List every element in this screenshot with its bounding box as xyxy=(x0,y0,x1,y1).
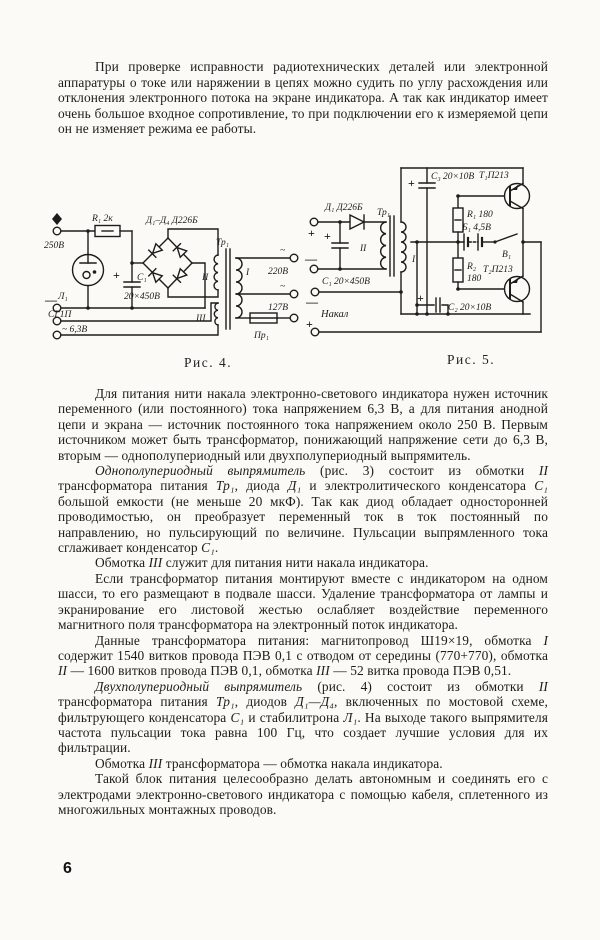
fig5-label-c3: С₃ 20×10В xyxy=(431,172,475,182)
figure-5-caption: Рис. 5. xyxy=(447,352,496,367)
fig5-label-out-minus: — xyxy=(305,252,317,266)
fig5-label-nakal-plus: + xyxy=(306,317,313,331)
intro-text-block xyxy=(58,59,548,137)
paragraph: Обмотка III служит для питания нити накала индикатора. xyxy=(95,555,429,571)
fig4-label-220v: 220В xyxy=(268,267,289,277)
figure-4-caption: Рис. 4. xyxy=(184,355,233,370)
fig5-label-r2-value: 180 xyxy=(467,274,482,284)
fig5-label-nakal-minus: — xyxy=(306,295,318,309)
fig5-label-d1: Д₁ Д226Б xyxy=(325,203,363,213)
fig5-label-tr: Тр₁ xyxy=(377,208,391,218)
paragraph: Такой блок питания целесообразно делать автономным и соединять его с электродами электронно-светового индикатора с помощью кабеля, сплетенного из многожильных монтажных проводов. xyxy=(58,771,548,817)
fig4-label-c1-plus: + xyxy=(113,268,120,282)
fig4-label-diodes: Д₁–Д₄ Д226Б xyxy=(146,216,198,226)
figure-4-schematic xyxy=(28,163,308,347)
fig5-label-c1-plus: + xyxy=(324,229,331,243)
fig4-label-tr: Тр₁ xyxy=(216,238,230,248)
fig5-label-r1: R₁ 180 xyxy=(467,210,493,220)
paragraph: Однополупериодный выпрямитель (рис. 3) состоит из обмотки II трансформатора питания Тр₁, диода Д₁ и электролитического конденсатора С₁ большой емкости (не меньше 20 мкФ). Так как диод обладает односторонней проводимостью, он преобразует переменный ток в ток постоянный по направлению, но пульсирующий по величине. Пульсации выпрямленного тока сглаживает конденсатор С₁. xyxy=(58,463,549,556)
fig5-label-switch: В₁ xyxy=(502,250,512,260)
polarity-diamond-icon xyxy=(52,213,62,225)
fig5-label-battery: Б₁ 4,5В xyxy=(462,223,491,233)
fig5-label-nakal: Накал xyxy=(321,309,349,320)
fig4-label-w2: II xyxy=(202,273,209,283)
figure-5-schematic xyxy=(298,158,590,344)
fig4-label-tilde-127: ~ xyxy=(280,282,286,292)
fig4-label-w3: III xyxy=(196,314,206,324)
paragraph: При проверке исправности радиотехнических деталей или электронной аппаратуры о токе или наряжении в цепях можно судить по углу расхождения или отклонения электронного потока на экране индикатора. А так как индикатор имеет очень большое входное сопротивление, то при подключении его к измеряемой цепи он не изменяет режима ее работы. xyxy=(58,59,548,137)
page-number: 6 xyxy=(63,860,72,877)
fig5-label-c3-plus: + xyxy=(408,176,415,190)
paragraph: Двухполупериодный выпрямитель (рис. 4) состоит из обмотки II трансформатора питания Тр₁, диодов Д₁—Д₄, включенных по мостовой схеме, фильтрующего конденсатора С₁ и стабилитрона Л₁. На выходе такого выпрямителя частота пульсации тока равна 100 Гц, что создает лучшие условия для их фильтрации. xyxy=(58,678,548,756)
body-text-block xyxy=(58,386,548,817)
fig5-label-w2: II xyxy=(360,244,367,254)
paragraph: Если трансформатор питания монтируют вместе с индикатором на одном шасси, то его размещают в подвале шасси. Удаление трансформатора от лампы и экранирование его листовой жестью ослабляет воздействие переменного магнитного поля трансформатора на электронный поток индикатора. xyxy=(58,570,548,633)
paragraph: Обмотка III трансформатора — обмотка накала индикатора. xyxy=(95,755,443,771)
fig4-label-w1: I xyxy=(246,268,250,278)
fig5-transistor-t1 xyxy=(505,184,530,209)
fig5-label-c2: С₂ 20×10В xyxy=(448,303,492,313)
fig5-label-r2: R₂ xyxy=(467,262,477,272)
fig4-label-127v: 127В xyxy=(268,303,289,313)
fig5-label-w1: I xyxy=(412,255,416,265)
fig4-label-c1-value: 20×450В xyxy=(124,292,160,302)
fig5-label-t1: Т₁П213 xyxy=(479,171,509,181)
fig4-label-250v: 250В xyxy=(44,241,65,251)
fig4-label-tube-type: СГ1П xyxy=(48,310,72,320)
fig5-label-t2: Т₂П213 xyxy=(483,265,513,275)
fig4-bridge-diodes xyxy=(149,243,187,282)
fig4-label-c1: С₁ xyxy=(137,273,147,283)
paragraph: Данные трансформатора питания: магнитопровод Ш19×19, обмотка I содержит 1540 витков провода ПЭВ 0,1 с отводом от середины (770+770), обмотка II — 1600 витков провода ПЭВ 0,1, обмотка III — 52 витка провода ПЭВ 0,51. xyxy=(58,632,548,679)
fig5-transistor-t2 xyxy=(505,276,530,302)
fig5-labels xyxy=(304,171,513,331)
fig5-label-out-plus: + xyxy=(308,226,315,240)
paragraph: Для питания нити накала электронно-светового индикатора нужен источник переменного (или постоянного) тока напряжением 6,3 В, а для питания анодной цепи и экрана — источник постоянного тока напряжением около 250 В. Первым источником может быть трансформатор, понижающий напряжение сети до 6,3 В, вторым — однополупериодный или двухполупериодный выпрямитель. xyxy=(58,386,548,463)
fig4-tube-lamp xyxy=(73,255,104,286)
fig4-label-tube-name: Л₁ xyxy=(58,292,68,302)
fig4-label-63v: ~ 6,3В xyxy=(62,325,88,335)
fig5-label-c1: С₁ 20×450В xyxy=(322,277,370,287)
fig4-label-minus: — xyxy=(45,293,57,307)
fig4-label-r1: R₁ 2к xyxy=(92,214,113,224)
fig4-label-tilde-220: ~ xyxy=(280,246,286,256)
fig5-label-c2-plus: + xyxy=(417,291,424,305)
fig4-label-fuse: Пр₁ xyxy=(254,331,269,341)
